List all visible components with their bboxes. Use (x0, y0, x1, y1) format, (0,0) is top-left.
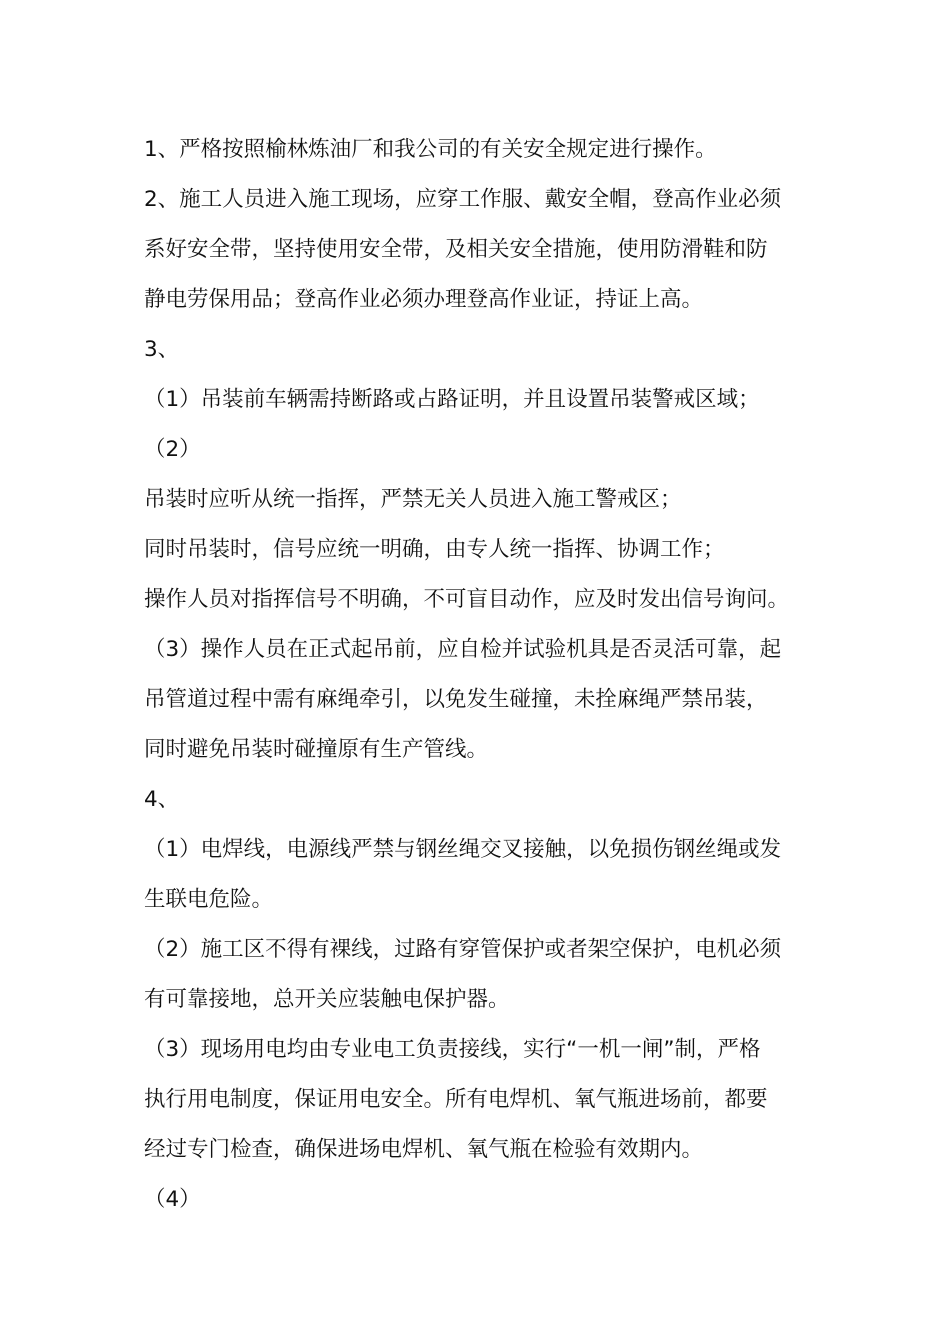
text-line-16: 生联电危险。 (144, 887, 274, 912)
text-line-17: （2）施工区不得有裸线，过路有穿管保护或者架空保护，电机必须 (144, 937, 782, 962)
text-line-14: 4、 (144, 787, 180, 812)
text-line-1: 1、严格按照榆林炼油厂和我公司的有关安全规定进行操作。 (144, 137, 717, 162)
text-line-19: （3）现场用电均由专业电工负责接线，实行“一机一闸”制，严格 (144, 1037, 761, 1062)
text-line-3: 系好安全带，坚持使用安全带，及相关安全措施，使用防滑鞋和防 (144, 237, 768, 262)
text-line-12: 吊管道过程中需有麻绳牵引，以免发生碰撞，未拴麻绳严禁吊装， (144, 687, 768, 712)
text-line-4: 静电劳保用品；登高作业必须办理登高作业证，持证上高。 (144, 287, 704, 312)
text-line-5: 3、 (144, 337, 180, 362)
text-line-10: 操作人员对指挥信号不明确，不可盲目动作，应及时发出信号询问。 (144, 587, 790, 612)
text-line-9: 同时吊装时，信号应统一明确，由专人统一指挥、协调工作； (144, 537, 725, 562)
text-line-13: 同时避免吊装时碰撞原有生产管线。 (144, 737, 489, 762)
text-line-18: 有可靠接地，总开关应装触电保护器。 (144, 987, 510, 1012)
text-line-20: 执行用电制度，保证用电安全。所有电焊机、氧气瓶进场前，都要 (144, 1087, 768, 1112)
text-line-21: 经过专门检查，确保进场电焊机、氧气瓶在检验有效期内。 (144, 1137, 704, 1162)
text-line-8: 吊装时应听从统一指挥，严禁无关人员进入施工警戒区； (144, 487, 682, 512)
text-line-11: （3）操作人员在正式起吊前，应自检并试验机具是否灵活可靠，起 (144, 637, 782, 662)
text-line-6: （1）吊装前车辆需持断路或占路证明，并且设置吊装警戒区域； (144, 387, 760, 412)
text-line-2: 2、施工人员进入施工现场，应穿工作服、戴安全帽，登高作业必须 (144, 187, 782, 212)
text-line-22: （4） (144, 1187, 201, 1212)
text-line-7: （2） (144, 437, 201, 462)
text-line-15: （1）电焊线，电源线严禁与钢丝绳交叉接触，以免损伤钢丝绳或发 (144, 837, 782, 862)
